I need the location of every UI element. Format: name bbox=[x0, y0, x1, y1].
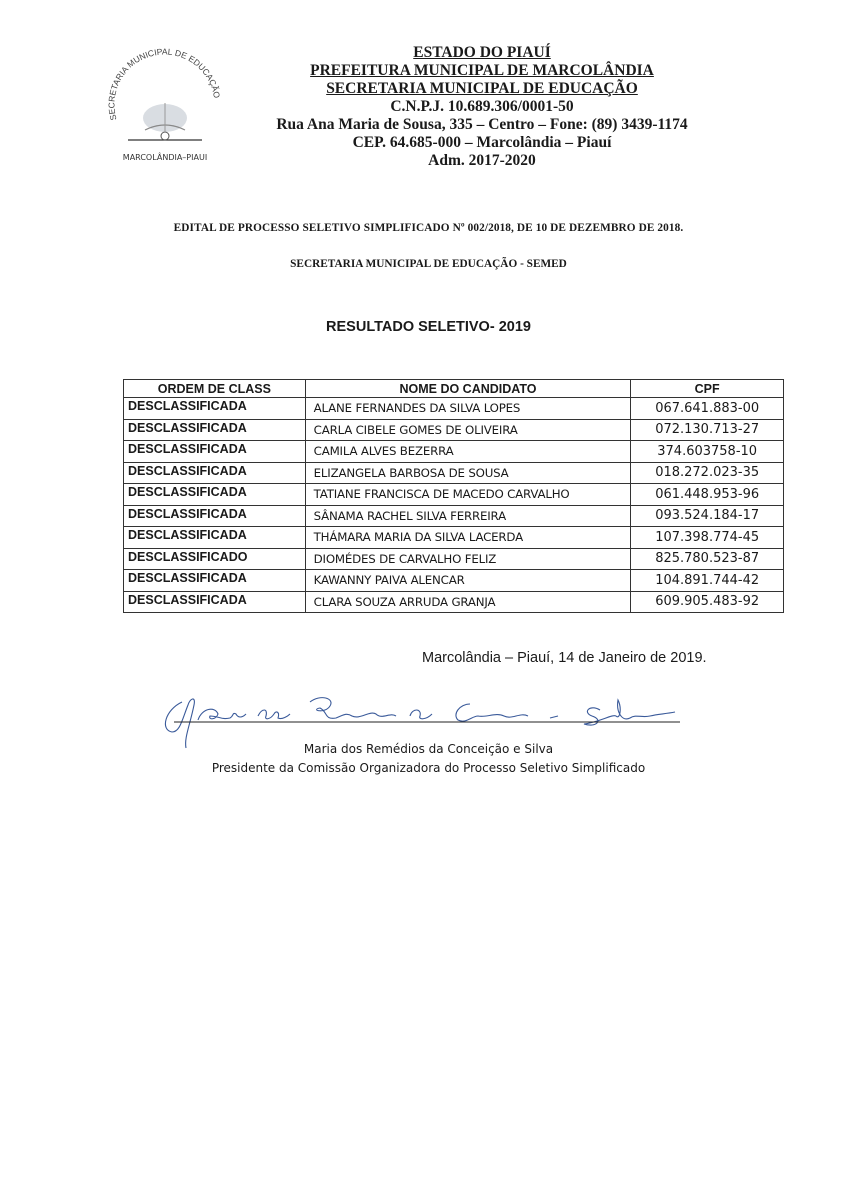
status-cell: DESCLASSIFICADA bbox=[124, 398, 306, 420]
name-cell: ALANE FERNANDES DA SILVA LOPES bbox=[305, 398, 631, 420]
table-row bbox=[124, 462, 784, 484]
cep: CEP. 64.685-000 – Marcolândia – Piauí bbox=[352, 134, 612, 151]
cpf-cell: 093.524.184-17 bbox=[631, 505, 784, 527]
document-header bbox=[262, 44, 702, 170]
handwritten-signature bbox=[160, 690, 700, 750]
signatory-name: Maria dos Remédios da Conceição e Silva bbox=[303, 742, 554, 756]
cpf-cell: 374.603758-10 bbox=[631, 441, 784, 463]
column-header-name: NOME DO CANDIDATO bbox=[305, 380, 631, 398]
state-name: ESTADO DO PIAUÍ bbox=[413, 44, 551, 61]
cpf-cell: 072.130.713-27 bbox=[631, 419, 784, 441]
svg-text:SECRETARIA MUNICIPAL DE EDUCAÇ: SECRETARIA MUNICIPAL DE EDUCAÇÃO bbox=[106, 48, 223, 122]
edital-heading: EDITAL DE PROCESSO SELETIVO SIMPLIFICADO Nº 002/2018, DE 10 DE DEZEMBRO DE 2018. bbox=[173, 222, 684, 234]
cpf-cell: 104.891.744-42 bbox=[631, 570, 784, 592]
status-cell: DESCLASSIFICADA bbox=[124, 484, 306, 506]
column-header-cpf: CPF bbox=[631, 380, 784, 398]
table-row bbox=[124, 419, 784, 441]
semed-heading: SECRETARIA MUNICIPAL DE EDUCAÇÃO - SEMED bbox=[290, 258, 567, 270]
name-cell: ELIZANGELA BARBOSA DE SOUSA bbox=[305, 462, 631, 484]
address: Rua Ana Maria de Sousa, 335 – Centro – Fone: (89) 3439-1174 bbox=[276, 116, 688, 133]
svg-text:MARCOLÂNDIA–PIAUI: MARCOLÂNDIA–PIAUI bbox=[122, 153, 208, 162]
status-cell: DESCLASSIFICADA bbox=[124, 505, 306, 527]
table-row bbox=[124, 591, 784, 613]
column-header-status: ORDEM DE CLASS bbox=[124, 380, 306, 398]
table-row bbox=[124, 398, 784, 420]
cpf-cell: 107.398.774-45 bbox=[631, 527, 784, 549]
status-cell: DESCLASSIFICADA bbox=[124, 527, 306, 549]
table-row bbox=[124, 505, 784, 527]
table-row bbox=[124, 570, 784, 592]
book-emblem-icon bbox=[100, 48, 230, 168]
name-cell: CAMILA ALVES BEZERRA bbox=[305, 441, 631, 463]
name-cell: DIOMÉDES DE CARVALHO FELIZ bbox=[305, 548, 631, 570]
table-row bbox=[124, 441, 784, 463]
table-row bbox=[124, 527, 784, 549]
administration: Adm. 2017-2020 bbox=[428, 152, 536, 169]
place-and-date: Marcolândia – Piauí, 14 de Janeiro de 2019. bbox=[422, 650, 707, 666]
page-title: RESULTADO SELETIVO- 2019 bbox=[326, 319, 531, 335]
cnpj: C.N.P.J. 10.689.306/0001-50 bbox=[390, 98, 574, 115]
table-row bbox=[124, 548, 784, 570]
cpf-cell: 067.641.883-00 bbox=[631, 398, 784, 420]
status-cell: DESCLASSIFICADA bbox=[124, 441, 306, 463]
cpf-cell: 825.780.523-87 bbox=[631, 548, 784, 570]
status-cell: DESCLASSIFICADA bbox=[124, 591, 306, 613]
name-cell: CLARA SOUZA ARRUDA GRANJA bbox=[305, 591, 631, 613]
cpf-cell: 609.905.483-92 bbox=[631, 591, 784, 613]
status-cell: DESCLASSIFICADA bbox=[124, 419, 306, 441]
signatory-role: Presidente da Comissão Organizadora do Processo Seletivo Simplificado bbox=[211, 761, 646, 775]
cpf-cell: 061.448.953-96 bbox=[631, 484, 784, 506]
status-cell: DESCLASSIFICADA bbox=[124, 570, 306, 592]
cpf-cell: 018.272.023-35 bbox=[631, 462, 784, 484]
name-cell: CARLA CIBELE GOMES DE OLIVEIRA bbox=[305, 419, 631, 441]
prefeitura-name: PREFEITURA MUNICIPAL DE MARCOLÂNDIA bbox=[310, 62, 654, 79]
name-cell: TATIANE FRANCISCA DE MACEDO CARVALHO bbox=[305, 484, 631, 506]
signature-icon bbox=[160, 690, 700, 750]
name-cell: SÂNAMA RACHEL SILVA FERREIRA bbox=[305, 505, 631, 527]
table-row bbox=[124, 484, 784, 506]
status-cell: DESCLASSIFICADA bbox=[124, 462, 306, 484]
secretaria-name: SECRETARIA MUNICIPAL DE EDUCAÇÃO bbox=[326, 80, 638, 97]
table-header-row bbox=[124, 380, 784, 398]
name-cell: THÁMARA MARIA DA SILVA LACERDA bbox=[305, 527, 631, 549]
status-cell: DESCLASSIFICADO bbox=[124, 548, 306, 570]
name-cell: KAWANNY PAIVA ALENCAR bbox=[305, 570, 631, 592]
results-table bbox=[123, 379, 784, 613]
secretaria-logo bbox=[100, 48, 230, 168]
